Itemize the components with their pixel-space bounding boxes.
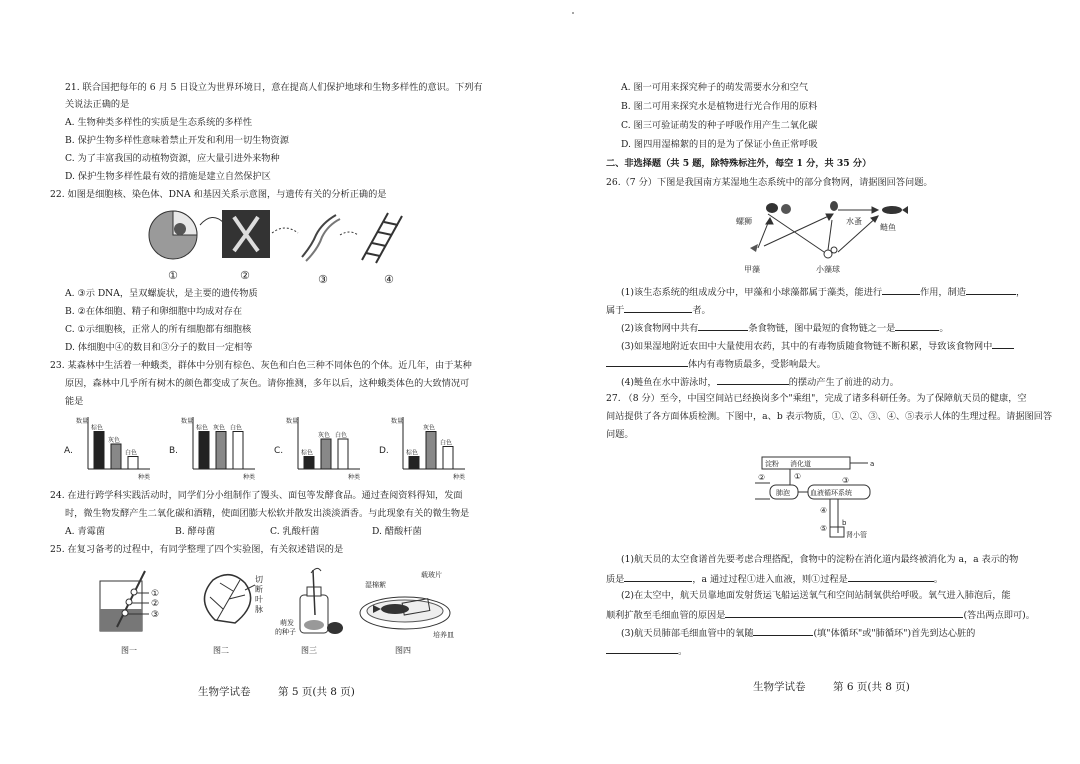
q26-part3-cont: 体内有毒物质最多，受影响最大。	[606, 357, 826, 371]
gene-ladder-illustration	[362, 213, 402, 263]
diagram-mark-3: ③	[842, 476, 850, 485]
chart-bar	[199, 432, 209, 470]
answer-blank[interactable]	[725, 608, 963, 618]
fig1-mark-2: ②	[151, 599, 160, 609]
dinoflagellate-icon	[750, 244, 758, 252]
node-water-flea: 水蚤	[846, 217, 862, 226]
q26-part1-cont: 属于 者。	[606, 305, 711, 316]
chart-bar-label: 灰色	[108, 437, 121, 444]
node-silver-carp: 鲢鱼	[880, 223, 896, 232]
chart-xlabel: 种类	[138, 474, 151, 481]
diagram-mark-1: ①	[794, 472, 802, 481]
chart-bar	[128, 457, 138, 470]
diagram-blood-system: 血液循环系统	[810, 489, 852, 497]
chart-bar-label: 白色	[335, 432, 348, 439]
chart-bar-label: 棕色	[196, 424, 209, 432]
chart-bar-label: 灰色	[423, 424, 436, 432]
fig2-text-1: 切	[255, 575, 263, 584]
snail-icon	[766, 203, 778, 213]
chart-bar	[233, 432, 243, 470]
q26-part4: (4)鲢鱼在水中游泳时， 的摆动产生了前进的动力。	[621, 377, 899, 388]
q21-option-b: B. 保护生物多样性意味着禁止开发和利用一切生物资源	[65, 135, 289, 146]
q25-option-d: D. 图四用湿棉絮的目的是为了保证小鱼正常呼吸	[621, 139, 818, 150]
answer-blank[interactable]	[717, 375, 789, 385]
chart-option-letter: A.	[64, 446, 73, 456]
silver-carp-icon	[882, 206, 902, 214]
answer-blank[interactable]	[624, 303, 692, 313]
arrow-3	[340, 232, 358, 235]
diagram-b-label: b	[842, 519, 847, 527]
fig2-text-2: 断	[255, 585, 263, 594]
fig3-text-1: 萌发	[280, 619, 294, 627]
diagram-mark-2: ②	[758, 473, 766, 482]
footer-subject: 生物学试卷	[753, 681, 806, 693]
q23-bar-charts	[60, 413, 500, 483]
answer-blank[interactable]	[753, 626, 813, 636]
q27-stem: 27. （8 分）至今，中国空间站已经换岗多个"乘组"，完成了诸多科研任务。为了保障航天员的健康，空	[606, 393, 1027, 404]
q23-stem-end: 能是	[65, 396, 84, 407]
chart-bar-label: 灰色	[213, 424, 226, 432]
fig4-label-cotton: 湿棉絮	[365, 581, 386, 589]
diagram-mark-5: ⑤	[820, 524, 828, 533]
chart-bar-label: 棕色	[406, 449, 419, 457]
answer-blank[interactable]	[624, 572, 692, 582]
q27-stem-cont: 间站提供了各方面体质检测。下图中，a、b 表示物质，①、②、③、④、⑤表示人体的生理过程。请据图回答	[606, 411, 1053, 422]
q26-part2: (2)该食物网中共有 条食物链，图中最短的食物链之一是 。	[621, 323, 949, 334]
q22-label-2: ②	[240, 269, 250, 282]
chart-bar	[304, 457, 314, 470]
chart-ylabel: 数量	[286, 418, 299, 425]
q27-part1-cont: 质是 ，a 通过过程①进入血液，则①过程是 。	[606, 574, 943, 585]
node-chlorella: 小藻球	[816, 265, 840, 274]
chart-bar-label: 白色	[125, 449, 138, 457]
answer-blank[interactable]	[606, 644, 678, 654]
physiology-diagram	[750, 455, 900, 543]
chart-bar	[338, 439, 348, 469]
q25-option-c: C. 图三可验证萌发的种子呼吸作用产生二氧化碳	[621, 120, 818, 131]
q24-stem: 24. 在进行跨学科实践活动时，同学们分小组制作了馒头、面包等发酵食品。通过查阅资料得知，发面	[50, 490, 463, 501]
chart-bar-label: 白色	[440, 439, 453, 447]
figure-2-leaf	[204, 574, 263, 623]
chart-bar	[216, 432, 226, 470]
answer-blank[interactable]	[848, 572, 934, 582]
chart-bar-label: 白色	[230, 424, 243, 432]
q24-option-b: B. 酵母菌	[175, 526, 216, 537]
chart-ylabel: 数量	[391, 418, 404, 425]
fig1-mark-3: ③	[151, 610, 160, 620]
chart-bar	[321, 439, 331, 469]
arrow-1	[200, 217, 224, 225]
answer-blank[interactable]	[895, 321, 939, 331]
q21-stem-cont: 关说法正确的是	[65, 99, 130, 110]
footer-page-number: 第 5 页(共 8 页)	[278, 686, 355, 698]
figure-4-petri-dish	[360, 570, 454, 639]
q22-label-4: ④	[384, 273, 394, 285]
answer-blank[interactable]	[698, 321, 748, 331]
chart-xlabel: 种类	[348, 474, 361, 481]
chart-bar-label: 灰色	[318, 432, 331, 439]
q21-stem: 21. 联合国把每年的 6 月 5 日设立为世界环境日，意在提高人们保护地球和生物多样性的意识。下列有	[65, 82, 483, 93]
node-snail: 螺狮	[736, 217, 752, 226]
answer-blank[interactable]	[606, 357, 688, 367]
fig3-caption: 图三	[301, 646, 317, 655]
footer-page-number: 第 6 页(共 8 页)	[833, 681, 910, 693]
fig2-text-3: 叶	[255, 595, 263, 604]
diagram-mark-4: ④	[820, 506, 828, 515]
chart-bar-label: 棕色	[91, 424, 104, 432]
chart-bar-label: 棕色	[301, 449, 314, 457]
q22-stem: 22. 如图是细胞核、染色体、DNA 和基因关系示意图，与遗传有关的分析正确的是	[50, 189, 387, 200]
arrow-2	[272, 228, 298, 233]
chart-bar	[94, 432, 104, 470]
section-heading: 二、非选择题（共 5 题，除特殊标注外，每空 1 分，共 35 分）	[606, 158, 872, 169]
q22-label-1: ①	[168, 269, 178, 282]
q22-option-d: D. 体细胞中④的数目和③分子的数目一定相等	[65, 342, 253, 353]
q25-option-a: A. 图一可用来探究种子的萌发需要水分和空气	[621, 82, 809, 93]
figure-1-beaker	[100, 571, 159, 631]
q27-part3: (3)航天员肺部毛细血管中的氧随 (填"体循环"或"肺循环")首先到达心脏的	[621, 628, 976, 639]
q27-part3-cont: 。	[606, 644, 687, 658]
water-flea-icon	[830, 201, 838, 211]
q23-stem-cont: 原因，森林中几乎所有树木的颜色都变成了灰色。请你推测，多年以后，这种蛾类体色的大致情况可	[65, 378, 470, 389]
q21-option-d: D. 保护生物多样性最有效的措施是建立自然保护区	[65, 171, 271, 182]
fig4-caption: 图四	[395, 646, 411, 655]
q27-part1: (1)航天员的太空食谱首先要考虑合理搭配，食物中的淀粉在消化道内最终被消化为 a，a 表示的物	[621, 554, 1019, 565]
q24-option-d: D. 醋酸杆菌	[372, 526, 422, 537]
q26-part3: (3)如果湿地附近农田中大量使用农药，其中的有毒物质随食物链不断积累，导致该食物网中	[621, 339, 1014, 353]
footer-subject: 生物学试卷	[198, 686, 251, 698]
fig1-mark-1: ①	[151, 589, 160, 599]
fig2-text-4: 脉	[255, 605, 263, 614]
q21-option-c: C. 为了丰富我国的动植物资源，应大量引进外来物种	[65, 153, 280, 164]
q24-option-a: A. 青霉菌	[65, 526, 106, 537]
figure-3-bottle	[275, 568, 343, 636]
diagram-a-label: a	[870, 460, 875, 468]
q27-stem-end: 问题。	[606, 429, 634, 440]
q24-option-c: C. 乳酸杆菌	[270, 526, 320, 537]
chart-option-letter: B.	[169, 446, 179, 456]
q25-option-b: B. 图二可用来探究水是植物进行光合作用的原料	[621, 101, 818, 112]
fig4-label-slide: 载玻片	[421, 571, 442, 579]
diagram-alveoli: 肺泡	[776, 489, 790, 497]
q22-label-3: ③	[318, 273, 328, 285]
fig1-caption: 图一	[121, 646, 137, 655]
answer-blank[interactable]	[882, 285, 920, 295]
chart-ylabel: 数量	[76, 418, 89, 425]
q27-part2-cont: 顺利扩散至毛细血管的原因是 (答出两点即可)。	[606, 610, 1035, 621]
fig4-label-dish: 培养皿	[433, 631, 454, 639]
answer-blank[interactable]	[992, 339, 1014, 349]
q26-part1: (1)该生态系统的组成成分中，甲藻和小球藻都属于藻类，能进行 作用，制造 ，	[621, 287, 1026, 298]
q22-option-c: C. ①示细胞核，正常人的所有细胞都有细胞核	[65, 324, 252, 335]
chart-ylabel: 数量	[181, 418, 194, 425]
fig3-text-2: 的种子	[275, 628, 296, 636]
diagram-starch: 淀粉	[765, 460, 779, 468]
q23-stem: 23. 某森林中生活着一种蛾类，群体中分别有棕色、灰色和白色三种不同体色的个体。近几年，由于某种	[50, 360, 472, 371]
chromosome-illustration	[222, 210, 270, 258]
q22-option-b: B. ②在体细胞、精子和卵细胞中均成对存在	[65, 306, 243, 317]
q22-option-a: A. ③示 DNA，呈双螺旋状，是主要的遗传物质	[65, 288, 258, 299]
diagram-renal-tubule: 肾小管	[846, 531, 867, 539]
dna-helix-illustration	[302, 215, 340, 261]
chart-bar	[443, 447, 453, 470]
node-dinoflagellate: 甲藻	[744, 265, 760, 274]
q21-option-a: A. 生物种类多样性的实质是生态系统的多样性	[65, 117, 253, 128]
food-web-diagram	[728, 196, 918, 276]
fig2-caption: 图二	[213, 646, 229, 655]
q26-stem: 26.（7 分）下图是我国南方某湿地生态系统中的部分食物网，请据图回答问题。	[606, 177, 933, 188]
answer-blank[interactable]	[966, 285, 1016, 295]
chart-bar	[111, 444, 121, 469]
q25-figures	[95, 565, 495, 660]
cell-nucleus-illustration	[149, 211, 197, 259]
q27-part2: (2)在太空中，航天员靠地面发射货运飞船运送氧气和空间站制氧供给呼吸。氧气进入肺泡后，能	[621, 590, 1011, 601]
page-6	[540, 0, 1080, 764]
chart-option-letter: D.	[379, 446, 389, 456]
chart-bar	[409, 457, 419, 470]
chart-xlabel: 种类	[243, 474, 256, 481]
chart-bar	[426, 432, 436, 470]
chart-option-letter: C.	[274, 446, 284, 456]
diagram-digestive-tract: 消化道	[790, 460, 811, 468]
q24-stem-cont: 时，微生物发酵产生二氧化碳和酒精，使面团膨大松软并散发出淡淡酒香。与此现象有关的微生物是	[65, 508, 470, 519]
chart-xlabel: 种类	[453, 474, 466, 481]
q25-stem: 25. 在复习备考的过程中，有同学整理了四个实验图，有关叙述错误的是	[50, 544, 344, 555]
q22-figure	[140, 205, 420, 285]
